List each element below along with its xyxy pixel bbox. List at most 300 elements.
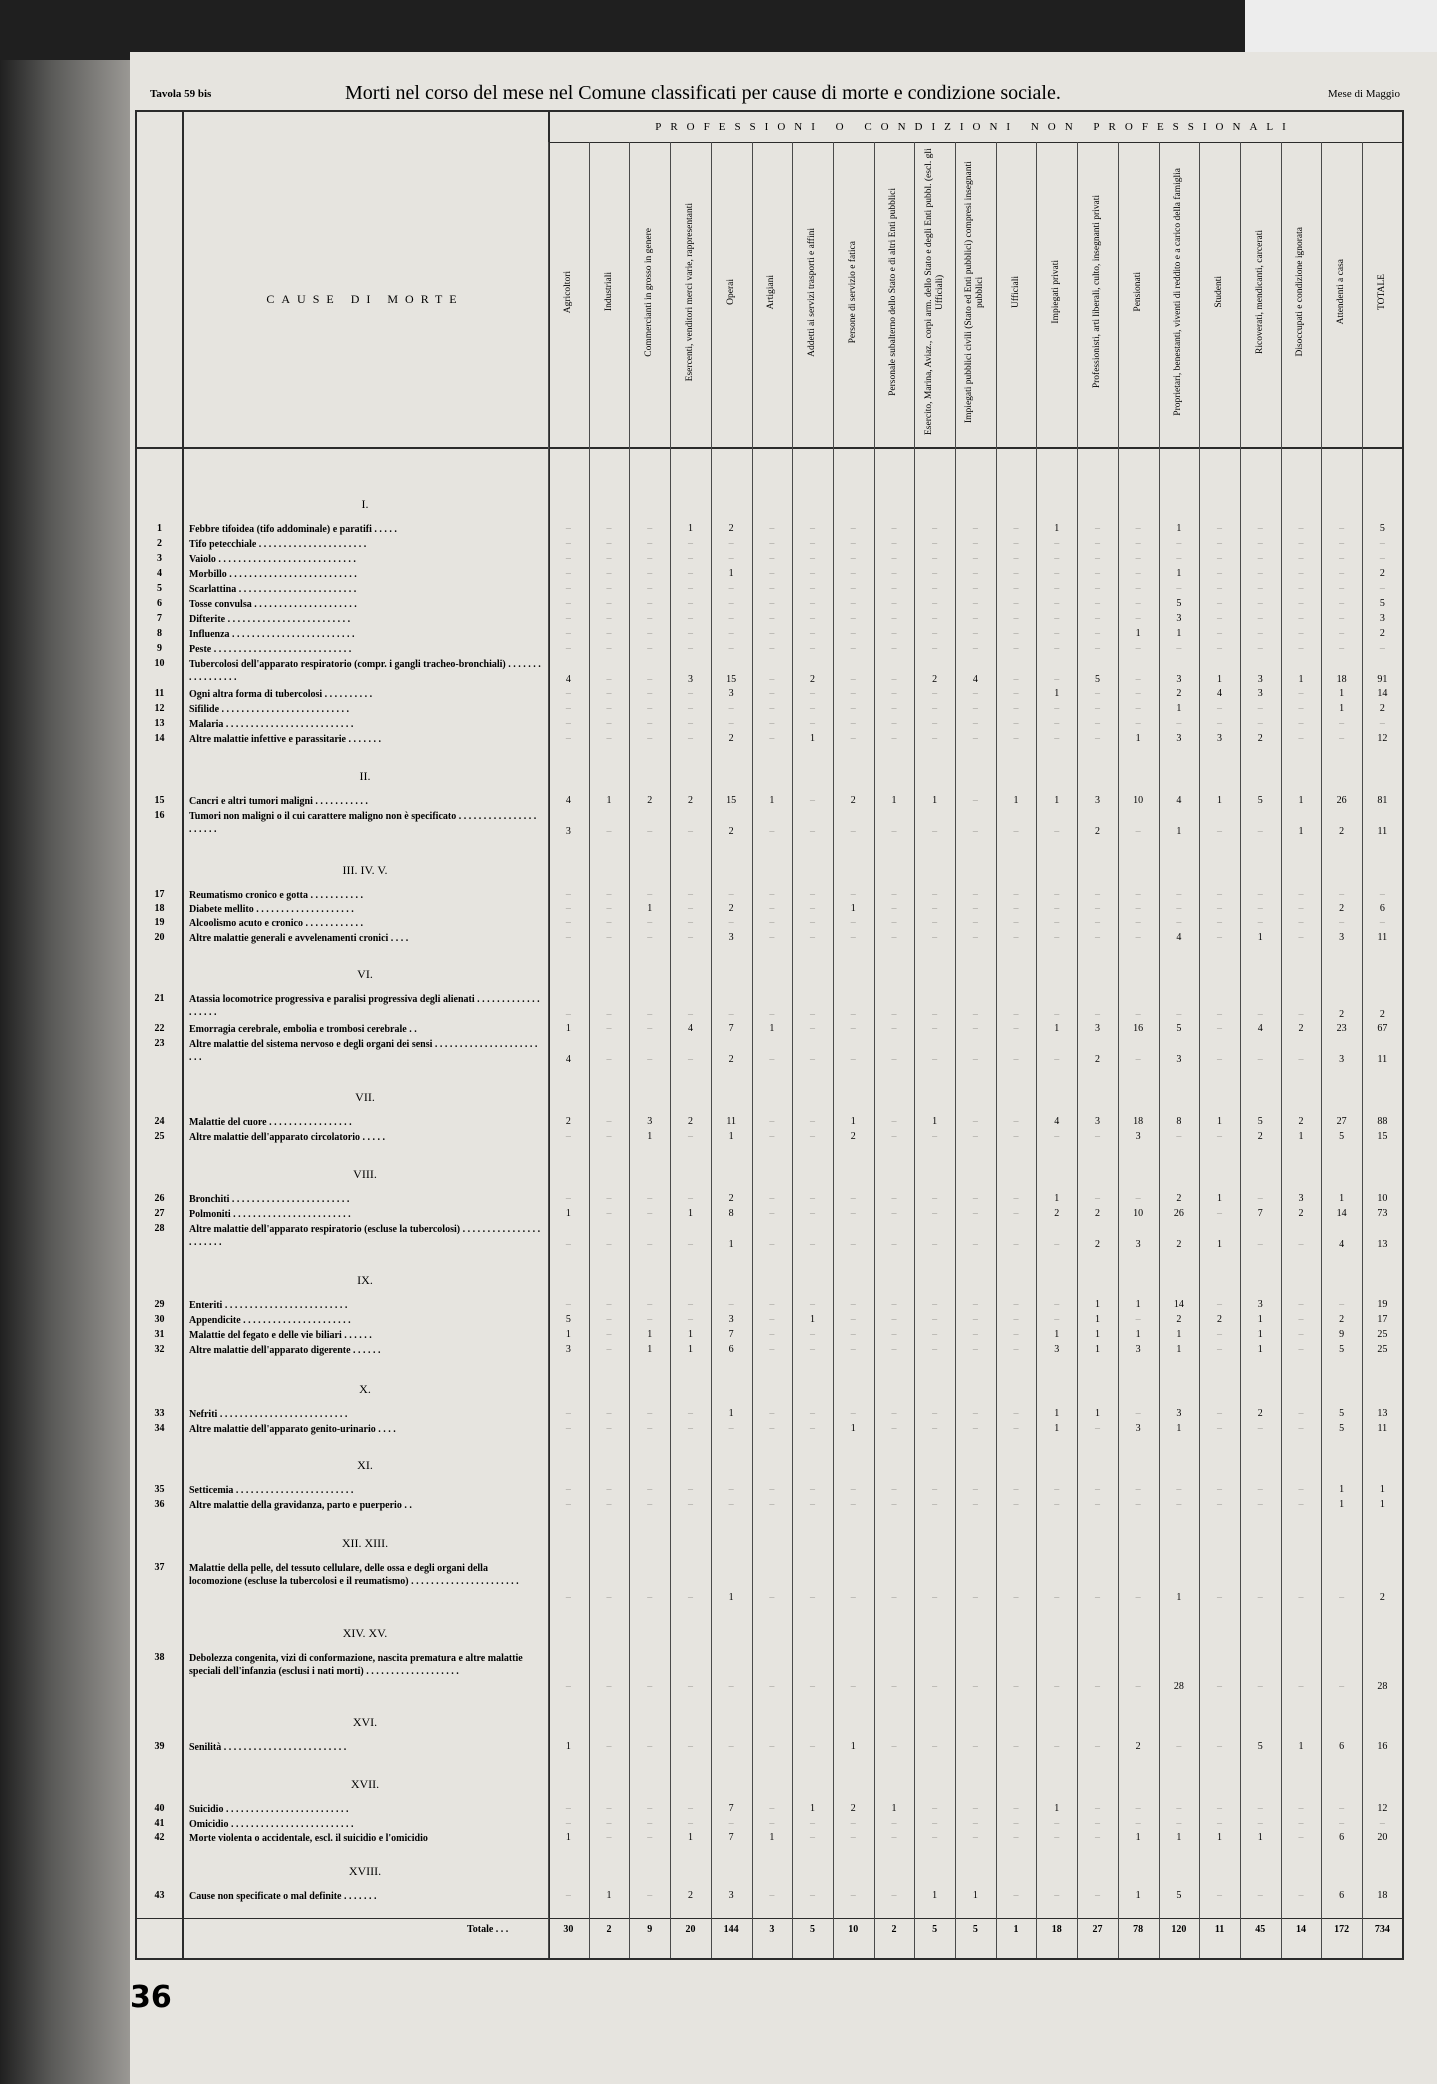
cause-label: Malattie del cuore . . . . . . . . . . . . . . . . . — [189, 1117, 352, 1128]
total-cell: 3 — [769, 1924, 775, 1935]
table-cell: – — [1217, 1741, 1223, 1752]
table-cell: – — [1135, 523, 1141, 534]
table-cell: 1 — [810, 1314, 816, 1325]
table-cell: – — [687, 733, 693, 744]
table-cell: – — [606, 1484, 612, 1495]
cause-label: Atassia locomotrice progressiva e paralisi progressiva degli alienati . . . . . . . . . . . . . . . . . . . — [189, 994, 540, 1018]
table-cell: – — [932, 553, 938, 564]
table-cell: – — [565, 889, 571, 900]
table-cell: – — [606, 598, 612, 609]
table-cell: – — [810, 1329, 816, 1340]
table-cell: – — [769, 568, 775, 579]
table-cell: – — [1298, 733, 1304, 744]
table-cell: – — [972, 1314, 978, 1325]
month-label: Mese di Maggio — [1327, 88, 1400, 100]
table-cell: – — [1339, 1592, 1345, 1603]
table-cell: – — [1094, 1499, 1100, 1510]
table-cell: 3 — [687, 674, 693, 685]
table-cell: – — [1013, 1818, 1019, 1829]
table-cell: – — [891, 643, 897, 654]
table-cell: – — [647, 1832, 653, 1843]
table-cell: – — [891, 1499, 897, 1510]
table-cell: – — [1379, 1818, 1385, 1829]
table-cell: – — [565, 628, 571, 639]
table-cell: 3 — [647, 1116, 653, 1127]
table-cell: – — [606, 1131, 612, 1142]
table-cell: 7 — [728, 1023, 734, 1034]
table-cell: 11 — [1377, 826, 1388, 837]
table-cell: 2 — [1054, 1208, 1060, 1219]
table-cell: – — [850, 674, 856, 685]
table-cell: – — [647, 826, 653, 837]
table-cell: 3 — [1135, 1344, 1141, 1355]
table-cell: 2 — [1379, 1009, 1385, 1020]
table-cell: – — [850, 643, 856, 654]
table-cell: – — [1298, 1681, 1304, 1692]
cause-label: Altre malattie del sistema nervoso e degli organi dei sensi . . . . . . . . . . . . . . . . . . . . . . . . — [189, 1039, 538, 1063]
table-cell: – — [1054, 643, 1060, 654]
table-cell: – — [1135, 703, 1141, 714]
table-cell: 1 — [891, 795, 897, 806]
column-header-label: Impiegati pubblici civili (Stato ed Enti pubblici) compresi insegnanti pubblici — [964, 161, 986, 423]
table-cell: – — [1176, 917, 1182, 928]
table-cell: – — [1094, 643, 1100, 654]
table-cell: – — [1257, 889, 1263, 900]
table-cell: – — [565, 1803, 571, 1814]
table-cell: 1 — [728, 568, 734, 579]
cause-label: Altre malattie dell'apparato genito-urinario . . . . — [189, 1424, 396, 1435]
table-cell: 2 — [1339, 826, 1345, 837]
table-cell: – — [1257, 583, 1263, 594]
table-cell: – — [1257, 613, 1263, 624]
table-cell: – — [932, 1329, 938, 1340]
table-cell: 1 — [1135, 1832, 1141, 1843]
table-cell: – — [972, 1592, 978, 1603]
table-cell: 4 — [1176, 932, 1182, 943]
table-cell: – — [1298, 1803, 1304, 1814]
table-cell: 2 — [728, 903, 734, 914]
section-heading: III. IV. V. — [342, 863, 388, 877]
table-number: Tavola 59 bis — [150, 88, 212, 100]
table-cell: 5 — [565, 1314, 571, 1325]
table-cell: 7 — [728, 1832, 734, 1843]
page-number: 36 — [130, 1980, 172, 2015]
table-cell: – — [1135, 1408, 1141, 1419]
table-cell: 1 — [1054, 688, 1060, 699]
table-cell: 3 — [1339, 932, 1345, 943]
table-cell: 1 — [1054, 1023, 1060, 1034]
table-cell: – — [932, 598, 938, 609]
table-cell: – — [565, 703, 571, 714]
table-cell: – — [1094, 718, 1100, 729]
table-cell: – — [565, 932, 571, 943]
table-cell: – — [850, 733, 856, 744]
table-cell: 1 — [810, 1803, 816, 1814]
table-cell: – — [1257, 1681, 1263, 1692]
table-cell: – — [850, 1239, 856, 1250]
table-cell: – — [606, 1803, 612, 1814]
table-cell: – — [1176, 1741, 1182, 1752]
table-cell: – — [932, 643, 938, 654]
totals-label: Totale . . . — [467, 1924, 509, 1935]
table-cell: 10 — [1377, 1193, 1388, 1204]
table-cell: 1 — [1176, 523, 1182, 534]
table-cell: 1 — [606, 795, 612, 806]
table-cell: – — [606, 688, 612, 699]
table-cell: – — [1217, 703, 1223, 714]
table-cell: – — [769, 703, 775, 714]
table-cell: – — [1054, 1818, 1060, 1829]
table-cell: – — [972, 1009, 978, 1020]
table-cell: – — [850, 613, 856, 624]
table-cell: – — [606, 903, 612, 914]
section-heading: XVIII. — [348, 1864, 382, 1878]
table-cell: – — [891, 613, 897, 624]
table-cell: – — [1176, 1009, 1182, 1020]
table-cell: – — [850, 826, 856, 837]
table-cell: – — [932, 1239, 938, 1250]
cause-label: Tumori non maligni o il cui carattere maligno non è specificato . . . . . . . . . . . . . . . . . . . . . . — [189, 811, 537, 835]
table-cell: – — [606, 917, 612, 928]
table-cell: – — [810, 1681, 816, 1692]
table-cell: 5 — [1257, 1741, 1263, 1752]
section-heading: I. — [361, 497, 369, 511]
table-cell: 1 — [769, 795, 775, 806]
table-cell: – — [932, 1299, 938, 1310]
table-cell: – — [1135, 553, 1141, 564]
table-cell: – — [1217, 553, 1223, 564]
table-cell: – — [972, 826, 978, 837]
column-header-label: Ricoverati, mendicanti, carcerati — [1254, 230, 1265, 354]
table-cell: 2 — [1217, 1314, 1223, 1325]
table-cell: – — [932, 1499, 938, 1510]
table-cell: – — [1176, 1484, 1182, 1495]
table-cell: 2 — [1298, 1023, 1304, 1034]
table-cell: – — [769, 1592, 775, 1603]
table-cell: 14 — [1336, 1208, 1347, 1219]
table-cell: – — [606, 674, 612, 685]
table-cell: 4 — [1054, 1116, 1060, 1127]
table-cell: 4 — [687, 1023, 693, 1034]
table-cell: 5 — [1379, 598, 1385, 609]
table-cell: – — [1176, 583, 1182, 594]
column-header-label: Attendenti a casa — [1336, 259, 1347, 325]
cause-label: Malattie del fegato e delle vie biliari . . . . . . — [189, 1330, 372, 1341]
table-cell: – — [810, 1239, 816, 1250]
table-cell: – — [687, 1592, 693, 1603]
table-cell: – — [1054, 583, 1060, 594]
table-cell: – — [647, 889, 653, 900]
cause-label: Setticemia . . . . . . . . . . . . . . . . . . . . . . . . — [189, 1485, 354, 1496]
table-cell: – — [810, 628, 816, 639]
table-cell: – — [606, 1023, 612, 1034]
table-cell: 1 — [769, 1832, 775, 1843]
table-cell: – — [1054, 598, 1060, 609]
table-cell: 4 — [1257, 1023, 1263, 1034]
table-cell: – — [891, 826, 897, 837]
table-cell: – — [1054, 917, 1060, 928]
table-cell: – — [1257, 568, 1263, 579]
table-cell: 1 — [565, 1023, 571, 1034]
table-cell: – — [972, 1054, 978, 1065]
cause-label: Morte violenta o accidentale, escl. il suicidio e l'omicidio — [189, 1833, 428, 1844]
table-cell: – — [850, 1314, 856, 1325]
table-cell: – — [647, 613, 653, 624]
row-number: 32 — [154, 1344, 165, 1355]
table-cell: – — [810, 1054, 816, 1065]
table-cell: 67 — [1377, 1023, 1388, 1034]
table-cell: – — [565, 733, 571, 744]
table-cell: – — [1135, 1499, 1141, 1510]
row-number: 34 — [154, 1423, 165, 1434]
table-cell: 3 — [1094, 795, 1100, 806]
total-cell: 734 — [1374, 1924, 1390, 1935]
table-cell: – — [850, 1408, 856, 1419]
table-cell: 3 — [1298, 1193, 1304, 1204]
table-cell: 25 — [1377, 1329, 1388, 1340]
section-heading: VII. — [355, 1090, 375, 1104]
cause-label: Senilità . . . . . . . . . . . . . . . . . . . . . . . . . — [189, 1742, 347, 1753]
column-header — [1199, 142, 1240, 442]
table-cell: – — [932, 703, 938, 714]
table-cell: 2 — [1094, 1239, 1100, 1250]
cause-label: Emorragia cerebrale, embolia e trombosi cerebrale . . — [189, 1024, 417, 1035]
table-cell: – — [606, 1208, 612, 1219]
table-cell: 1 — [932, 1890, 938, 1901]
table-cell: 3 — [1094, 1116, 1100, 1127]
table-cell: 1 — [1135, 1890, 1141, 1901]
column-header-label: Pensionati — [1132, 272, 1143, 312]
table-cell: 18 — [1377, 1890, 1388, 1901]
table-cell: – — [606, 1818, 612, 1829]
table-cell: – — [565, 1423, 571, 1434]
table-cell: – — [850, 703, 856, 714]
table-cell: – — [1135, 674, 1141, 685]
table-cell: – — [850, 718, 856, 729]
table-cell: – — [647, 583, 653, 594]
table-cell: – — [687, 932, 693, 943]
table-cell: – — [1339, 1818, 1345, 1829]
table-cell: – — [687, 718, 693, 729]
table-cell: 1 — [647, 903, 653, 914]
table-cell: – — [1298, 1592, 1304, 1603]
table-cell: 1 — [850, 1116, 856, 1127]
table-cell: – — [606, 703, 612, 714]
table-cell: – — [1094, 598, 1100, 609]
table-cell: 9 — [1339, 1329, 1345, 1340]
table-cell: – — [850, 688, 856, 699]
table-cell: – — [1054, 674, 1060, 685]
table-cell: 6 — [1339, 1741, 1345, 1752]
table-cell: – — [606, 568, 612, 579]
table-cell: 1 — [1054, 523, 1060, 534]
table-cell: – — [850, 523, 856, 534]
table-cell: – — [810, 903, 816, 914]
table-cell: – — [1176, 553, 1182, 564]
table-cell: – — [606, 553, 612, 564]
table-cell: – — [850, 1484, 856, 1495]
table-cell: – — [687, 1299, 693, 1310]
cause-label: Polmoniti . . . . . . . . . . . . . . . . . . . . . . . . — [189, 1209, 351, 1220]
table-cell: – — [1135, 1592, 1141, 1603]
row-number: 9 — [157, 643, 162, 654]
row-number: 16 — [154, 810, 165, 821]
table-cell: – — [891, 733, 897, 744]
row-number: 24 — [154, 1116, 165, 1127]
table-cell: – — [1339, 628, 1345, 639]
table-cell: 17 — [1377, 1314, 1388, 1325]
column-header — [914, 142, 955, 442]
table-cell: – — [1298, 1329, 1304, 1340]
table-cell: – — [647, 1484, 653, 1495]
table-cell: – — [565, 1193, 571, 1204]
table-cell: – — [1217, 826, 1223, 837]
total-cell: 172 — [1334, 1924, 1350, 1935]
table-cell: – — [810, 1741, 816, 1752]
cause-label: Malaria . . . . . . . . . . . . . . . . . . . . . . . . . . — [189, 719, 354, 730]
table-cell: – — [1054, 1484, 1060, 1495]
table-cell: 4 — [565, 674, 571, 685]
table-cell: – — [769, 889, 775, 900]
table-cell: – — [932, 1423, 938, 1434]
table-cell: – — [606, 1681, 612, 1692]
section-heading: XVII. — [350, 1777, 380, 1791]
table-cell: – — [1054, 1131, 1060, 1142]
table-cell: – — [972, 917, 978, 928]
row-number: 29 — [154, 1299, 165, 1310]
table-cell: – — [687, 1681, 693, 1692]
row-number: 35 — [154, 1484, 165, 1495]
table-cell: – — [850, 1832, 856, 1843]
table-cell: – — [769, 674, 775, 685]
table-cell: – — [647, 718, 653, 729]
table-cell: – — [972, 1818, 978, 1829]
cause-label: Altre malattie dell'apparato respiratorio (escluse la tubercolosi) . . . . . . . . . . . . . . . . . . . . . . . — [189, 1224, 541, 1248]
table-cell: – — [932, 568, 938, 579]
table-cell: – — [972, 628, 978, 639]
table-cell: – — [972, 1681, 978, 1692]
table-cell: – — [1298, 628, 1304, 639]
table-cell: – — [769, 1239, 775, 1250]
causes-heading: CAUSE DI MORTE — [266, 292, 464, 306]
table-cell: 28 — [1173, 1681, 1184, 1692]
table-cell: – — [606, 1344, 612, 1355]
profession-band: PROFESSIONI O CONDIZIONI NON PROFESSIONALI — [548, 112, 1402, 143]
column-header-label: Commercianti in grosso in genere — [644, 227, 655, 357]
table-cell: 1 — [687, 1344, 693, 1355]
table-cell: 14 — [1377, 688, 1388, 699]
table-cell: – — [647, 1009, 653, 1020]
total-cell: 2 — [606, 1924, 612, 1935]
table-cell: – — [932, 1208, 938, 1219]
table-cell: – — [565, 1592, 571, 1603]
table-cell: – — [687, 1484, 693, 1495]
table-cell: – — [1257, 1484, 1263, 1495]
table-cell: – — [687, 917, 693, 928]
table-cell: – — [565, 1009, 571, 1020]
table-cell: – — [1298, 903, 1304, 914]
row-number: 21 — [154, 993, 165, 1004]
table-cell: – — [1339, 568, 1345, 579]
table-cell: 73 — [1377, 1208, 1388, 1219]
section-heading: XIV. XV. — [342, 1626, 388, 1640]
table-cell: – — [1135, 583, 1141, 594]
table-cell: 2 — [1176, 1193, 1182, 1204]
table-cell: – — [565, 903, 571, 914]
cause-label: Debolezza congenita, vizi di conformazione, nascita prematura e altre malattie speciali dell'infanzia (esclusi i nati morti) . . . . . . . . . . . . . . . . . . . — [189, 1653, 523, 1677]
table-cell: – — [687, 643, 693, 654]
table-cell: – — [769, 583, 775, 594]
table-cell: – — [1054, 1741, 1060, 1752]
table-cell: – — [769, 643, 775, 654]
table-cell: – — [1298, 1423, 1304, 1434]
table-cell: 2 — [1298, 1116, 1304, 1127]
column-header-label: Addetti ai servizi trasporti e affini — [807, 227, 818, 357]
table-cell: – — [932, 1592, 938, 1603]
table-cell: – — [606, 643, 612, 654]
table-cell: – — [1094, 1423, 1100, 1434]
table-cell: – — [810, 1592, 816, 1603]
table-cell: – — [1217, 628, 1223, 639]
table-cell: – — [810, 1423, 816, 1434]
table-cell: – — [769, 932, 775, 943]
table-cell: – — [932, 917, 938, 928]
table-cell: 1 — [1135, 733, 1141, 744]
table-cell: 4 — [1176, 795, 1182, 806]
table-cell: 2 — [1176, 1314, 1182, 1325]
table-cell: – — [769, 1818, 775, 1829]
table-cell: – — [972, 703, 978, 714]
table-cell: – — [810, 688, 816, 699]
column-header-label: Artigiani — [766, 274, 777, 310]
table-cell: 1 — [1135, 628, 1141, 639]
table-cell: – — [850, 1193, 856, 1204]
table-cell: – — [769, 826, 775, 837]
table-cell: – — [1379, 718, 1385, 729]
table-cell: 1 — [1339, 1193, 1345, 1204]
table-cell: – — [810, 1832, 816, 1843]
table-cell: 1 — [647, 1344, 653, 1355]
table-cell: 8 — [728, 1208, 734, 1219]
table-cell: – — [687, 1499, 693, 1510]
table-cell: 26 — [1336, 795, 1347, 806]
table-cell: – — [932, 733, 938, 744]
table-cell: – — [1094, 1131, 1100, 1142]
table-cell: 12 — [1377, 733, 1388, 744]
table-cell: 2 — [1339, 903, 1345, 914]
table-cell: – — [1094, 1193, 1100, 1204]
table-cell: – — [606, 1832, 612, 1843]
table-cell: – — [1339, 1299, 1345, 1310]
table-cell: – — [1339, 1803, 1345, 1814]
table-cell: – — [1135, 598, 1141, 609]
row-number: 10 — [154, 658, 165, 669]
table-cell: – — [1013, 523, 1019, 534]
table-cell: – — [1217, 932, 1223, 943]
table-cell: – — [606, 613, 612, 624]
column-header-label: Esercito, Marina, Aviaz., corpi arm. dello Stato e degli Enti pubbl. (escl. gli Ufficiali) — [923, 148, 945, 436]
table-cell: 1 — [1257, 1344, 1263, 1355]
table-cell: 3 — [565, 1344, 571, 1355]
table-cell: – — [891, 1741, 897, 1752]
cause-label: Vaiolo . . . . . . . . . . . . . . . . . . . . . . . . . . . . — [189, 554, 356, 565]
table-cell: 3 — [1257, 688, 1263, 699]
table-cell: – — [850, 1890, 856, 1901]
table-cell: – — [972, 1484, 978, 1495]
table-cell: 91 — [1377, 674, 1388, 685]
table-cell: 1 — [1094, 1299, 1100, 1310]
table-cell: – — [769, 1329, 775, 1340]
